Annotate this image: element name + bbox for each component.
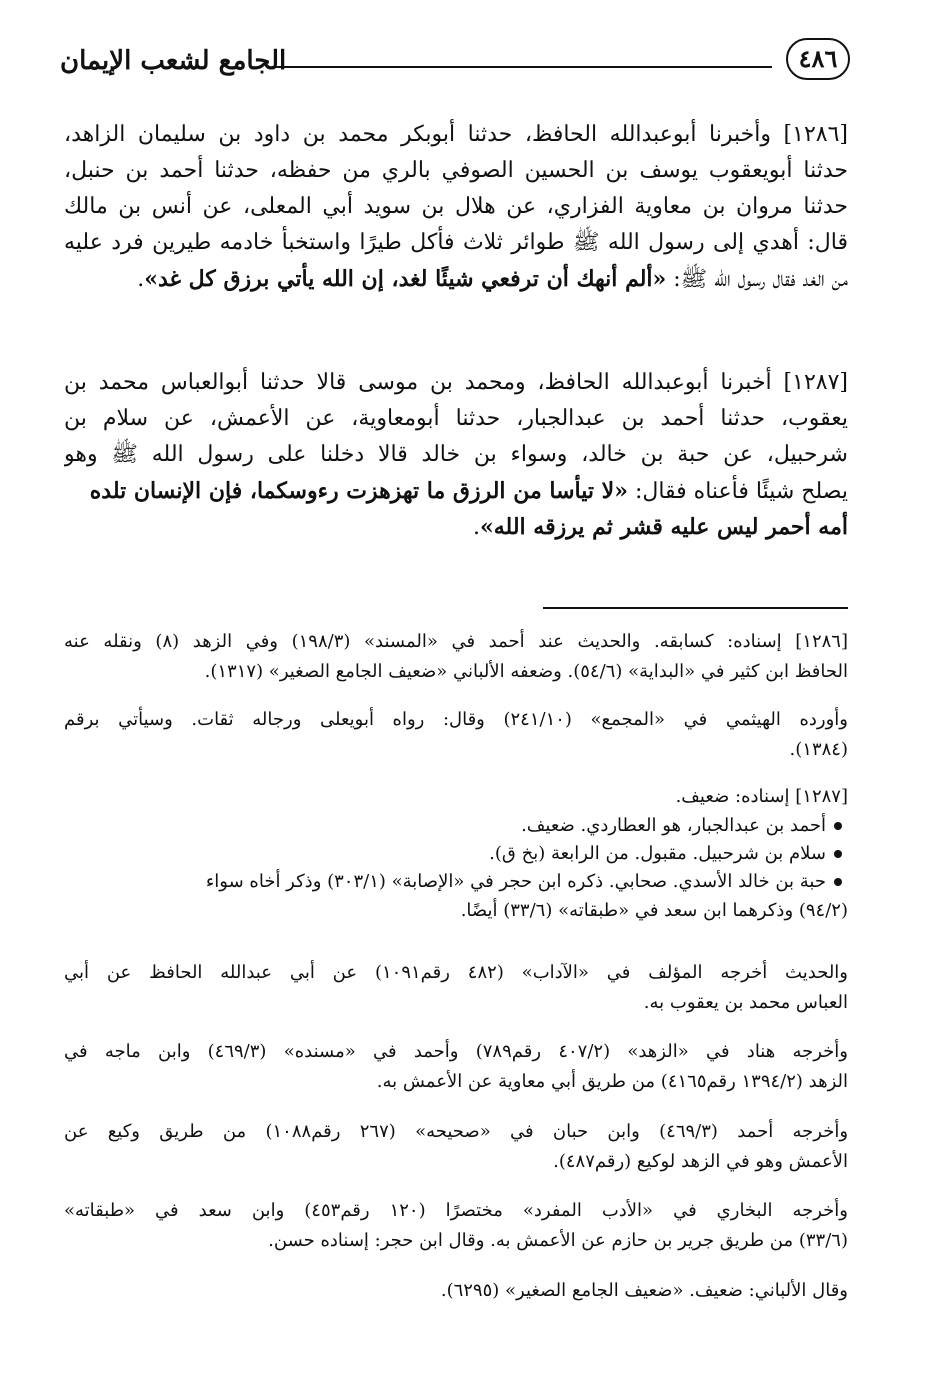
footnote-line: وقال الألباني: ضعيف. «ضعيف الجامع الصغير» (٦٢٩٥).: [440, 1280, 848, 1301]
bullet-text: حبة بن خالد الأسدي. صحابي. ذكره ابن حجر في «الإصابة» (٣٠٣/١) وذكر أخاه سواء: [205, 871, 826, 892]
hadith-line: شرحبيل، عن حبة بن خالد، وسواء بن خالد قالا دخلنا على رسول الله ﷺ وهو: [64, 442, 848, 467]
takhrij-para: [64, 1276, 848, 1306]
narrator-bullet: [64, 868, 848, 896]
footnote-line: (١٣٨٤).: [789, 739, 848, 760]
footnote-line: الحافظ ابن كثير في «البداية» (٥٤/٦). وضعفه الألباني «ضعيف الجامع الصغير» (١٣١٧).: [204, 661, 848, 682]
footnote-line: العباس محمد بن يعقوب به.: [643, 992, 848, 1013]
hadith-line: [64, 509, 848, 545]
footnote-line: وأورده الهيثمي في «المجمع» (٢٤١/١٠) وقال: رواه أبويعلى ورجاله ثقات. وسيأتي برقم: [64, 709, 848, 730]
hadith-line: قال: أهدي إلى رسول الله ﷺ طوائر ثلاث فأكل طيرًا واستخبأ خادمه طيرين فرد عليه: [64, 230, 848, 255]
narrator-bullet: [64, 812, 848, 840]
hadith-1287: [64, 365, 848, 545]
page-header: [60, 38, 850, 90]
hadith-text: يصلح شيئًا فأعناه فقال:: [627, 479, 848, 504]
takhrij-para: [64, 1196, 848, 1256]
footnote-line: (٩٤/٢) وذكرهما ابن سعد في «طبقاته» (٣٣/٦) أيضًا.: [460, 900, 848, 921]
bullet-icon: [834, 850, 842, 858]
bullet-text: سلام بن شرحبيل. مقبول. من الرابعة (بخ ق).: [489, 843, 826, 864]
hadith-line: [١٢٨٧] أخبرنا أبوعبدالله الحافظ، ومحمد بن موسى قالا حدثنا أبوالعباس محمد بن: [64, 370, 848, 395]
footnote-heading: [١٢٨٧] إسناده: ضعيف.: [675, 786, 848, 807]
hadith-line: [64, 473, 848, 509]
hadith-line: يعقوب، حدثنا أحمد بن عبدالجبار، حدثنا أبومعاوية، عن الأعمش، عن سلام بن: [64, 406, 848, 431]
footnote-line: الأعمش وهو في الزهد لوكيع (رقم٤٨٧).: [553, 1151, 848, 1172]
bullet-icon: [834, 822, 842, 830]
takhrij-para: [64, 1117, 848, 1177]
footnote-1286-cont: [64, 705, 848, 765]
page-number: ٤٨٦: [786, 38, 850, 80]
prophetic-quote: «ألم أنهك أن ترفعي شيئًا لغد، إن الله يأتي برزق كل غد»: [144, 266, 667, 292]
header-rule: [272, 66, 772, 68]
hadith-text: من الغد فقال رسول الله ﷺ:: [666, 267, 848, 292]
bullet-text: أحمد بن عبدالجبار، هو العطاردي. ضعيف.: [521, 815, 826, 836]
footnote-line: الزهد (١٣٩٤/٢ رقم٤١٦٥) من طريق أبي معاوية عن الأعمش به.: [376, 1071, 848, 1092]
footnote-line: (٣٣/٦) من طريق جرير بن حازم عن الأعمش به. وقال ابن حجر: إسناده حسن.: [268, 1230, 848, 1251]
bullet-icon: [834, 878, 842, 886]
narrator-bullet: [64, 840, 848, 868]
footnote-1286: [64, 627, 848, 687]
footnote-1287: [64, 782, 848, 926]
book-title: الجامع لشعب الإيمان: [60, 46, 287, 76]
period: .: [137, 267, 145, 292]
footnote-line: وأخرجه أحمد (٤٦٩/٣) وابن حبان في «صحيحه» (٢٦٧ رقم١٠٨٨) من طريق وكيع عن: [64, 1121, 848, 1142]
hadith-line: حدثنا أبويعقوب يوسف بن الحسين الصوفي بالري من حفظه، حدثنا أحمد بن حنبل،: [64, 158, 848, 183]
takhrij-para: [64, 1037, 848, 1097]
hadith-line: [64, 261, 848, 297]
footnote-line: وأخرجه البخاري في «الأدب المفرد» مختصرًا (١٢٠ رقم٤٥٣) وابن سعد في «طبقاته»: [64, 1200, 848, 1221]
period: .: [473, 515, 480, 540]
prophetic-quote: «لا تيأسا من الرزق ما تهزهزت رءوسكما، فإن الإنسان تلده: [89, 478, 628, 504]
footnote-line: والحديث أخرجه المؤلف في «الآداب» (٤٨٢ رقم١٠٩١) عن أبي عبدالله الحافظ عن أبي: [64, 962, 848, 983]
hadith-line: [١٢٨٦] وأخبرنا أبوعبدالله الحافظ، حدثنا أبوبكر محمد بن داود بن سليمان الزاهد،: [64, 122, 848, 147]
footnote-line: وأخرجه هناد في «الزهد» (٤٠٧/٢ رقم٧٨٩) وأحمد في «مسنده» (٤٦٩/٣) وابن ماجه في: [64, 1041, 848, 1062]
hadith-1286: [64, 117, 848, 297]
hadith-line: حدثنا مروان بن معاوية الفزاري، عن هلال بن سويد أبي المعلى، عن أنس بن مالك: [64, 194, 848, 219]
takhrij-para: [64, 958, 848, 1018]
footnote-separator: [543, 607, 848, 609]
footnote-line: [١٢٨٦] إسناده: كسابقه. والحديث عند أحمد في «المسند» (١٩٨/٣) وفي الزهد (٨) ونقله عنه: [64, 631, 848, 652]
prophetic-quote: أمه أحمر ليس عليه قشر ثم يرزقه الله»: [480, 514, 848, 540]
